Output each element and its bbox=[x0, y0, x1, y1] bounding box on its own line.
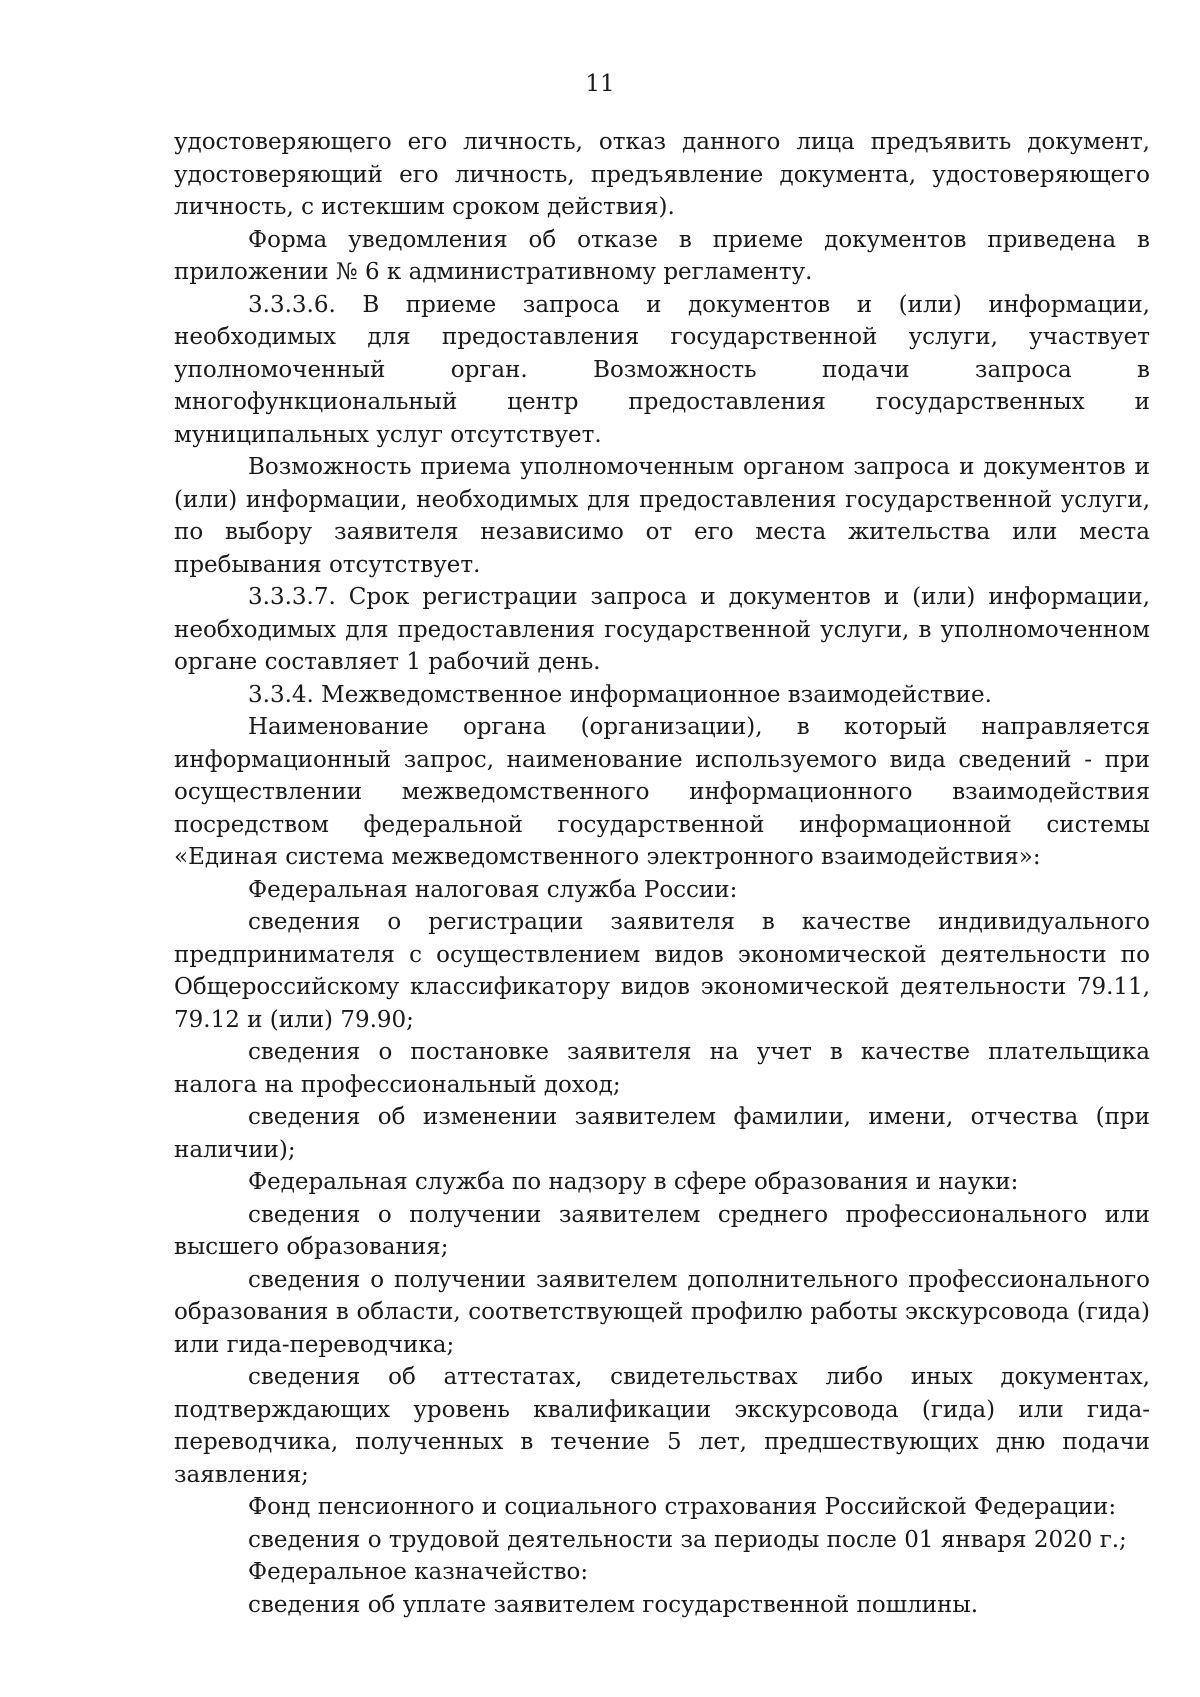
paragraph-treasury-heading: Федеральное казначейство: bbox=[248, 1559, 589, 1585]
paragraph-3-3-3-7: 3.3.3.7. Срок регистрации запроса и документов и (или) информации, необходимых для предоставления государственной услуги, в уполномоченном органе составляет 1 рабочий день. bbox=[174, 584, 1150, 675]
paragraph-sfr-heading: Фонд пенсионного и социального страхования Российской Федерации: bbox=[248, 1494, 1117, 1520]
paragraph-rosobrnadzor-item-2: сведения о получении заявителем дополнительного профессионального образования в области, соответствующей профилю работы экскурсовода (гида) или гида-переводчика; bbox=[174, 1266, 1150, 1358]
document-body bbox=[174, 126, 1150, 1621]
paragraph-3-3-4: 3.3.4. Межведомственное информационное взаимодействие. bbox=[248, 681, 992, 708]
paragraph-rosobrnadzor-heading: Федеральная служба по надзору в сфере образования и науки: bbox=[248, 1169, 1019, 1195]
paragraph-rosobrnadzor-item-3: сведения об аттестатах, свидетельствах либо иных документах, подтверждающих уровень квалификации экскурсовода (гида) или гида-переводчика, полученных в течение 5 лет, предшествующих дню подачи заявления; bbox=[174, 1364, 1150, 1488]
paragraph-3-3-3-6: 3.3.3.6. В приеме запроса и документов и (или) информации, необходимых для предоставления государственной услуги, участвует уполномоченный орган. Возможность подачи запроса в многофункциональный центр предоставления государственных и муниципальных услуг отсутствует. bbox=[174, 291, 1150, 448]
paragraph-treasury-item-1: сведения об уплате заявителем государственной пошлины. bbox=[248, 1591, 979, 1618]
paragraph-fns-heading: Федеральная налоговая служба России: bbox=[248, 876, 738, 903]
paragraph-extraterritorial: Возможность приема уполномоченным органом запроса и документов и (или) информации, необходимых для предоставления государственной услуги, по выбору заявителя независимо от его места жительства или места пребывания отсутствует. bbox=[174, 454, 1150, 578]
paragraph-rosobrnadzor-item-1: сведения о получении заявителем среднего профессионального или высшего образования; bbox=[174, 1201, 1150, 1260]
paragraph-fns-item-2: сведения о постановке заявителя на учет в качестве плательщика налога на профессиональный доход; bbox=[174, 1039, 1150, 1098]
paragraph-continuation: удостоверяющего его личность, отказ данного лица предъявить документ, удостоверяющий его личность, предъявление документа, удостоверяющего личность, с истекшим сроком действия). bbox=[174, 129, 1150, 220]
paragraph-refusal-form: Форма уведомления об отказе в приеме документов приведена в приложении № 6 к административному регламенту. bbox=[174, 226, 1150, 285]
paragraph-fns-item-3: сведения об изменении заявителем фамилии, имени, отчества (при наличии); bbox=[174, 1104, 1150, 1163]
page-number: 11 bbox=[585, 71, 615, 97]
paragraph-request-body: Наименование органа (организации), в который направляется информационный запрос, наименование используемого вида сведений - при осуществлении межведомственного информационного взаимодействия посредством федеральной государственной информационной системы «Единая система межведомственного электронного взаимодействия»: bbox=[174, 714, 1150, 870]
paragraph-fns-item-1: сведения о регистрации заявителя в качестве индивидуального предпринимателя с осуществлением видов экономической деятельности по Общероссийскому классификатору видов экономической деятельности 79.11, 79.12 и (или) 79.90; bbox=[174, 909, 1150, 1033]
paragraph-sfr-item-1: сведения о трудовой деятельности за периоды после 01 января 2020 г.; bbox=[248, 1526, 1127, 1553]
